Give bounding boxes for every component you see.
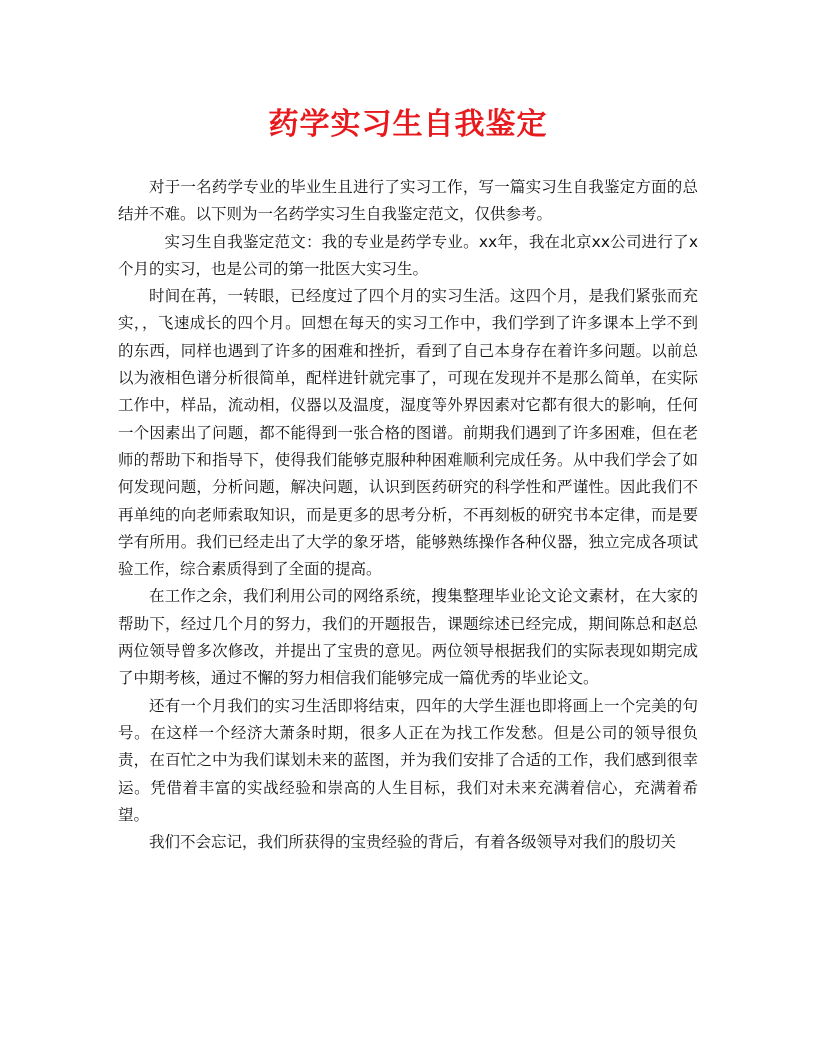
paragraph-intro: 对于一名药学专业的毕业生且进行了实习工作，写一篇实习生自我鉴定方面的总结并不难。以下则为一名药学实习生自我鉴定范文，仅供参考。 (118, 178, 698, 224)
paragraph-thesis-work: 在工作之余，我们利用公司的网络系统，搜集整理毕业论文论文素材，在大家的帮助下，经过几个月的努力，我们的开题报告，课题综述已经完成，期间陈总和赵总两位领导曾多次修改，并提出了宝贵的意见。两位领导根据我们的实际表现如期完成了中期考核，通过不懈的努力相信我们能够完成一篇优秀的毕业论文。 (118, 587, 698, 688)
paragraph-internship-experience: 时间在苒，一转眼，已经度过了四个月的实习生活。这四个月，是我们紧张而充实，，飞速成长的四个月。回想在每天的实习工作中，我们学到了许多课本上学不到的东西，同样也遇到了许多的困难和挫折，看到了自己本身存在着许多问题。以前总以为液相色谱分析很简单，配样进针就完事了，可现在发现并不是那么简单，在实际工作中，样品，流动相，仪器以及温度，湿度等外界因素对它都有很大的影响，任何一个因素出了问题，都不能得到一张合格的图谱。前期我们遇到了许多困难，但在老师的帮助下和指导下，使得我们能够克服种种困难顺利完成任务。从中我们学会了如何发现问题，分析问题，解决问题，认识到医药研究的科学性和严谨性。因此我们不再单纯的向老师索取知识，而是更多的思考分析，不再刻板的研究书本定律，而是要学有所用。我们已经走出了大学的象牙塔，能够熟练操作各种仪器，独立完成各项试验工作，综合素质得到了全面的提高。 (118, 287, 698, 579)
paragraph-gratitude: 我们不会忘记，我们所获得的宝贵经验的背后，有着各级领导对我们的殷切关 (149, 833, 677, 852)
paragraph-future-outlook: 还有一个月我们的实习生活即将结束，四年的大学生涯也即将画上一个完美的句号。在这样一个经济大萧条时期，很多人正在为找工作发愁。但是公司的领导很负责，在百忙之中为我们谋划未来的蓝图，并为我们安排了合适的工作，我们感到很幸运。凭借着丰富的实战经验和崇高的人生目标，我们对未来充满着信心，充满着希望。 (118, 696, 698, 824)
paragraph-sample-intro: 实习生自我鉴定范文：我的专业是药学专业。xx年，我在北京xx公司进行了x个月的实习，也是公司的第一批医大实习生。 (118, 232, 698, 278)
document-body (118, 174, 698, 856)
document-title: 药学实习生自我鉴定 (268, 107, 548, 142)
